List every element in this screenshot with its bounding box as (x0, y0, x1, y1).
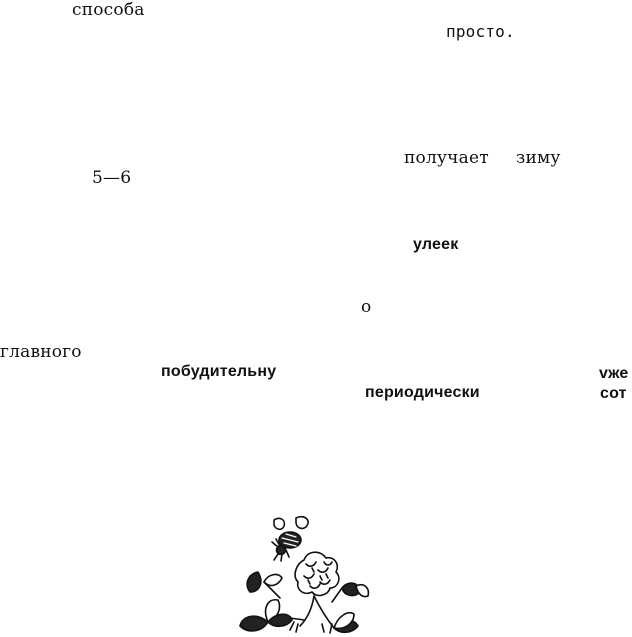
number-range: 5—6 (92, 168, 132, 188)
word-zimu: зиму (516, 148, 561, 168)
word-sot: сот (600, 385, 627, 402)
word-uzhe: vже (599, 365, 629, 382)
clover-flower-icon (295, 552, 339, 595)
bee-icon (272, 517, 308, 561)
word-uleek: улеек (413, 236, 459, 253)
bee-on-clover-icon (234, 512, 374, 637)
word-pobuditelnu: побудительну (161, 363, 277, 380)
word-prosto: просто. (446, 22, 515, 41)
letter-o: о (361, 297, 372, 317)
word-sposoba: способа (72, 0, 145, 20)
word-poluchaet: получает (404, 148, 489, 168)
word-glavnogo: главного (0, 342, 82, 362)
word-periodicheski: периодически (365, 384, 480, 401)
